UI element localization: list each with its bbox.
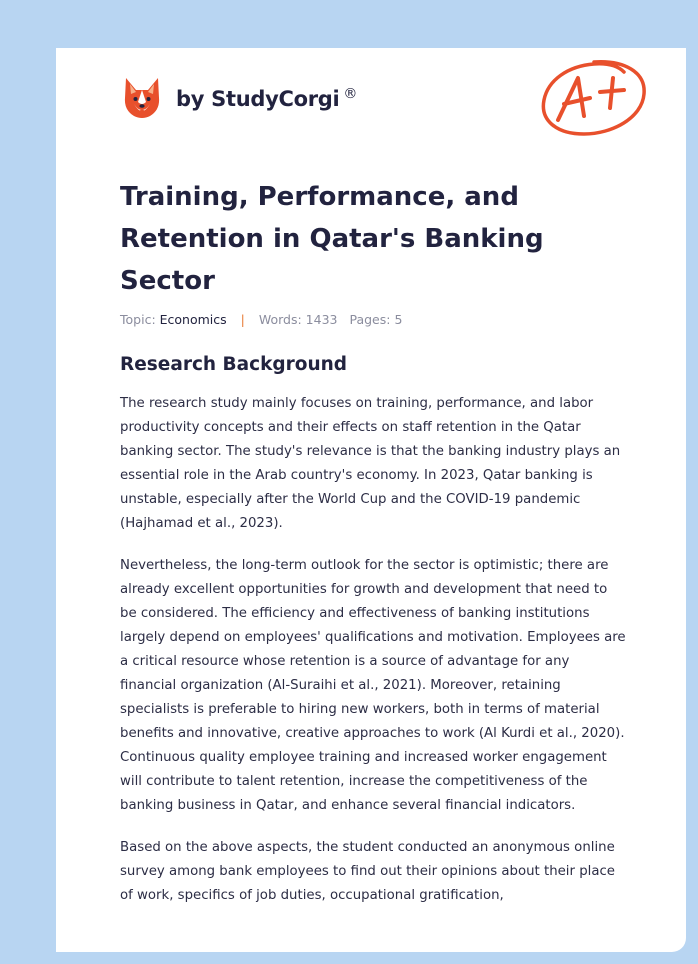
paragraph: The research study mainly focuses on training, performance, and labor productivity concepts and their effects on staff retention in the Qatar banking sector. The study's relevance is that the banking industry plays an essential role in the Arab country's economy. In 2023, Qatar banking is unstable, especially after the World Cup and the COVID-19 pandemic (Hajhamad et al., 2023). (120, 396, 621, 531)
registered-mark: ® (343, 85, 358, 102)
page-count: Pages: 5 (349, 312, 403, 327)
topic-label: Topic: (120, 312, 156, 327)
corgi-icon (122, 76, 162, 120)
document-meta (120, 312, 402, 327)
studycorgi-logo[interactable] (122, 76, 357, 120)
a-plus-grade-icon (538, 58, 650, 140)
meta-separator: | (240, 312, 245, 327)
word-count: Words: 1433 (258, 312, 338, 327)
paragraph: Nevertheless, the long-term outlook for the sector is optimistic; there are already excellent opportunities for growth and development that need to be considered. The efficiency and effectiveness of banking institutions largely depend on employees' qualifications and motivation. Employees are a critical resource whose retention is a source of advantage for any financial organization (Al-Suraihi et al., 2021). Moreover, retaining specialists is preferable to hiring new workers, both in terms of material benefits and innovative, creative approaches to work (Al Kurdi et al., 2020). Continuous quality employee training and increased worker engagement will contribute to talent retention, increase the competitiveness of the banking business in Qatar, and enhance several financial indicators. (120, 558, 626, 813)
document-page (56, 48, 686, 952)
document-title: Training, Performance, and Retention in Qatar's Banking Sector (120, 182, 544, 296)
section-heading: Research Background (120, 354, 348, 375)
paragraph: Based on the above aspects, the student conducted an anonymous online survey among bank employees to find out their opinions about their place of work, specifics of job duties, occupational gratification, (120, 840, 615, 903)
document-body (120, 392, 628, 926)
topic-link[interactable]: Economics (159, 312, 227, 327)
brand-name: by StudyCorgi (176, 86, 340, 111)
